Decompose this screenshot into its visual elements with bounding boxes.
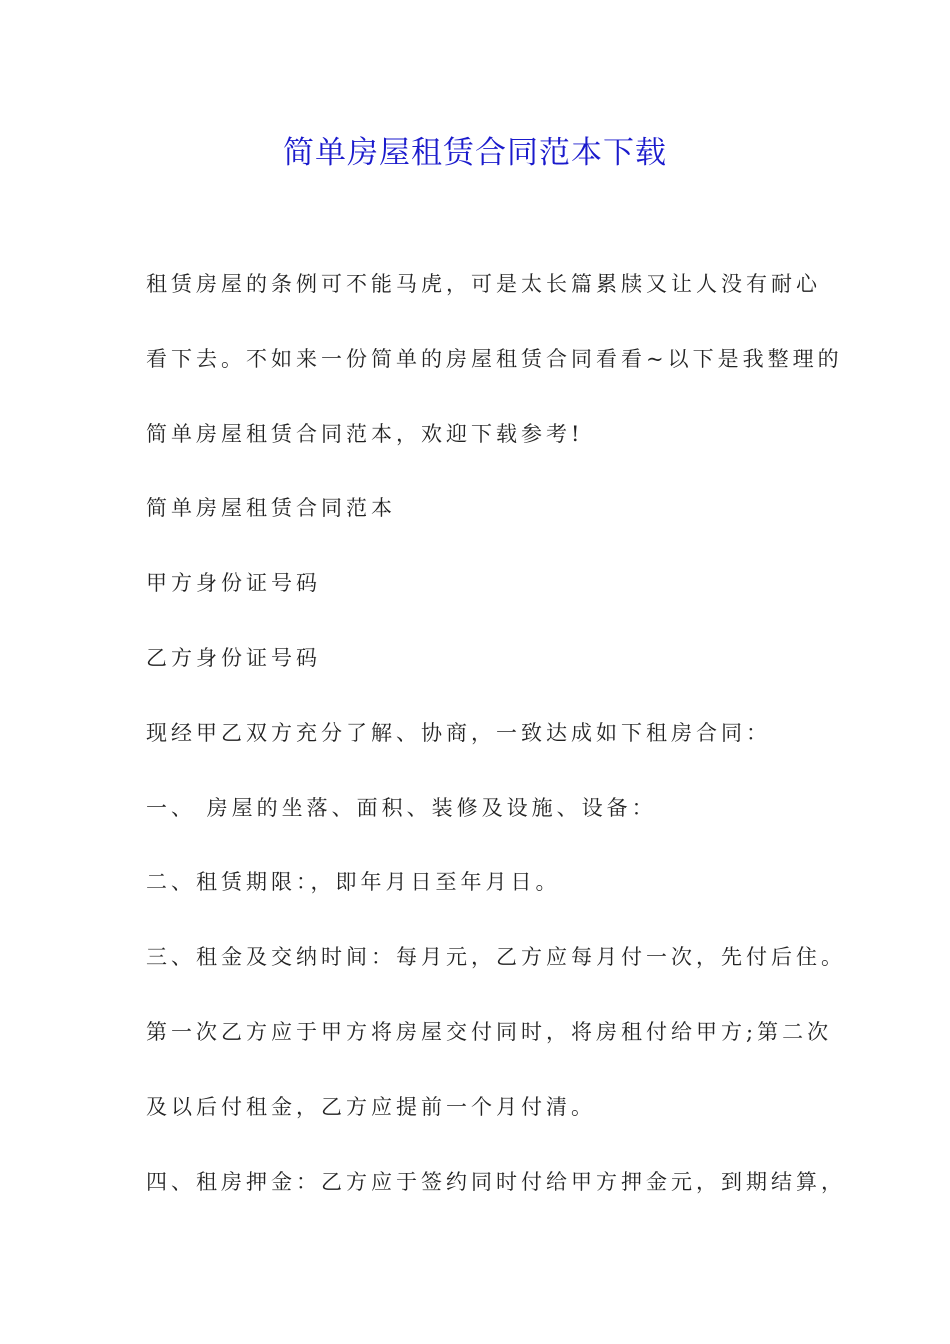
- body-line: 甲方身份证号码: [146, 571, 321, 595]
- body-line: 乙方身份证号码: [146, 646, 321, 670]
- document-title: 简单房屋租赁合同范本下载: [283, 135, 667, 171]
- body-line: 看下去。不如来一份简单的房屋租赁合同看看~以下是我整理的: [146, 347, 843, 371]
- body-line: 简单房屋租赁合同范本: [146, 496, 396, 520]
- body-line: 租赁房屋的条例可不能马虎，可是太长篇累牍又让人没有耐心: [146, 272, 821, 296]
- body-line: 四、租房押金：乙方应于签约同时付给甲方押金元，到期结算，: [146, 1170, 846, 1194]
- body-line: 三、租金及交纳时间：每月元，乙方应每月付一次，先付后住。: [146, 945, 846, 969]
- body-line: 二、租赁期限：，即年月日至年月日。: [146, 870, 561, 894]
- body-line: 第一次乙方应于甲方将房屋交付同时，将房租付给甲方;第二次: [146, 1020, 833, 1044]
- body-line: 现经甲乙双方充分了解、协商，一致达成如下租房合同：: [146, 721, 771, 745]
- body-line: 简单房屋租赁合同范本，欢迎下载参考!: [146, 422, 584, 446]
- body-line: 及以后付租金，乙方应提前一个月付清。: [146, 1095, 596, 1119]
- body-line: 一、 房屋的坐落、面积、装修及设施、设备：: [146, 796, 657, 820]
